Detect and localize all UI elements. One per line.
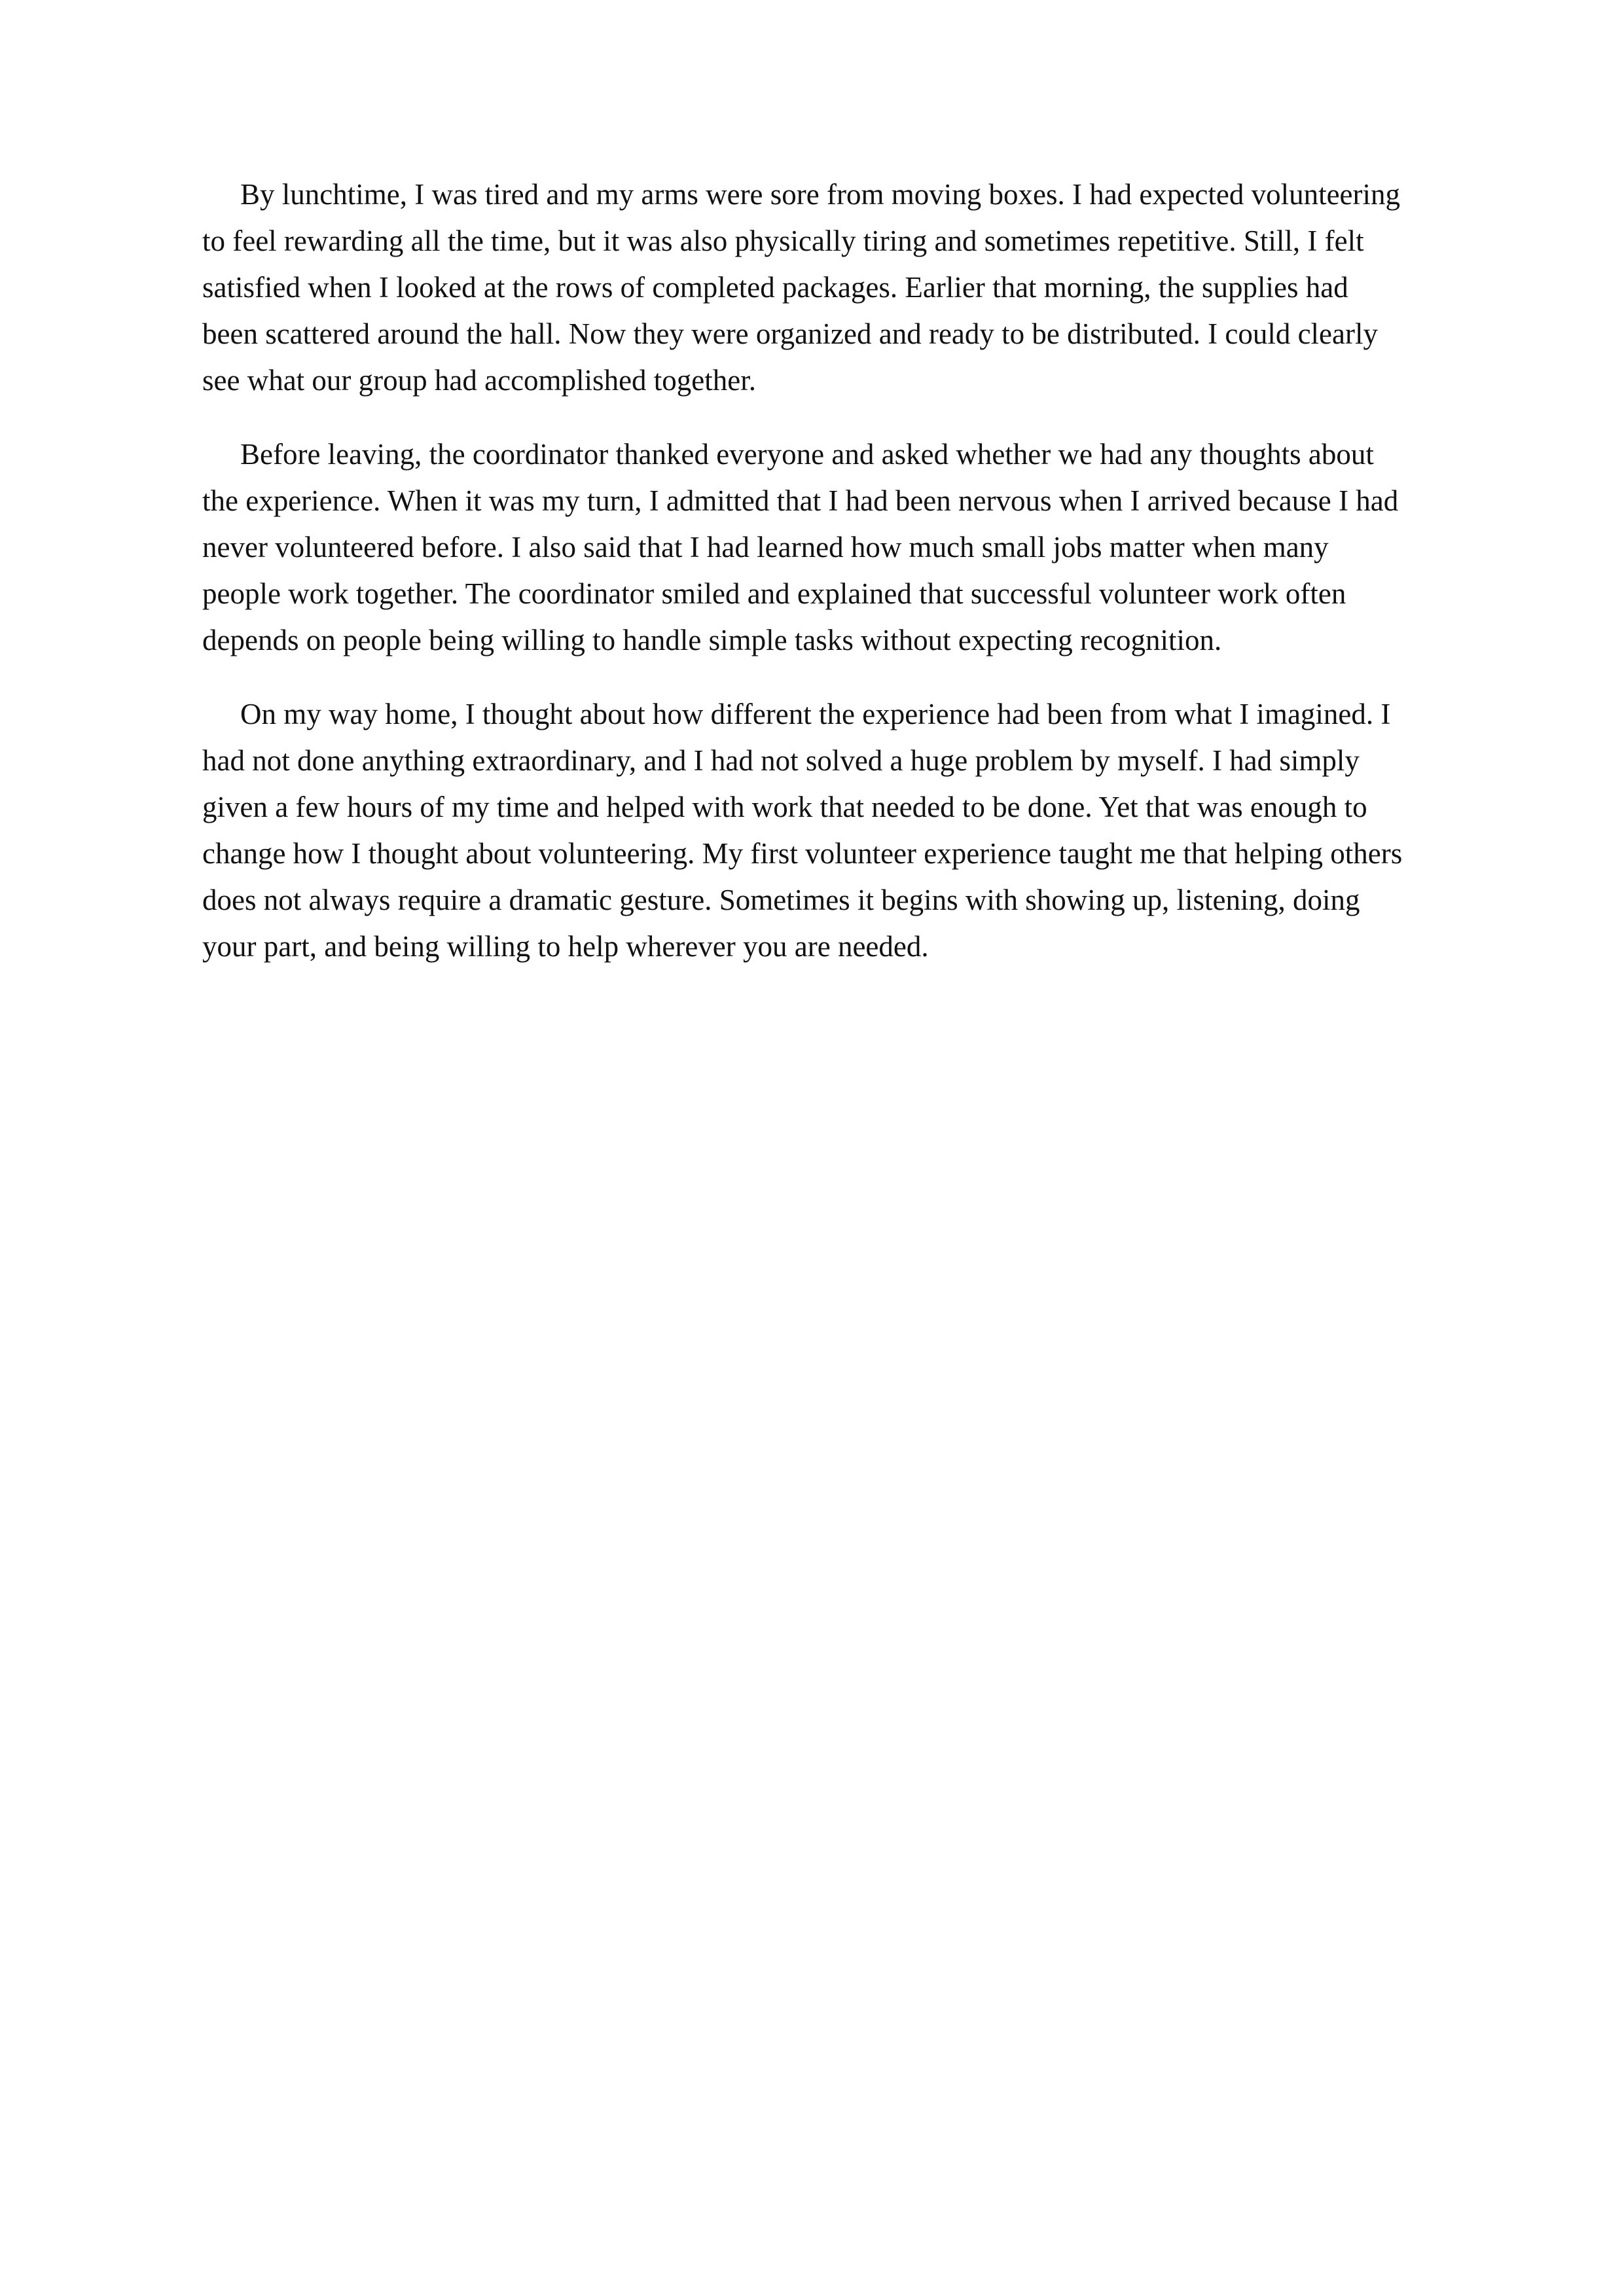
text-line: does not always require a dramatic gesture. Sometimes it begins with showing up, listening, doing <box>202 884 1360 916</box>
text-line: By lunchtime, I was tired and my arms were sore from moving boxes. I had expected volunteering <box>240 178 1401 211</box>
text-line: change how I thought about volunteering. My first volunteer experience taught me that helping others <box>202 837 1403 870</box>
text-line: been scattered around the hall. Now they were organized and ready to be distributed. I could clearly <box>202 317 1378 350</box>
text-line: people work together. The coordinator smiled and explained that successful volunteer work often <box>202 577 1346 610</box>
text-line: to feel rewarding all the time, but it was also physically tiring and sometimes repetitive. Still, I felt <box>202 224 1364 257</box>
text-line: see what our group had accomplished together. <box>202 364 756 397</box>
text-line: your part, and being willing to help wherever you are needed. <box>202 930 929 963</box>
text-line: satisfied when I looked at the rows of completed packages. Earlier that morning, the supplies had <box>202 271 1348 304</box>
text-line: Before leaving, the coordinator thanked everyone and asked whether we had any thoughts about <box>240 438 1374 471</box>
text-line: the experience. When it was my turn, I admitted that I had been nervous when I arrived because I had <box>202 484 1399 517</box>
text-line: On my way home, I thought about how different the experience had been from what I imagined. I <box>240 698 1391 730</box>
text-line: never volunteered before. I also said that I had learned how much small jobs matter when many <box>202 531 1329 564</box>
paragraph-1 <box>202 171 1439 404</box>
text-line: depends on people being willing to handle simple tasks without expecting recognition. <box>202 624 1222 656</box>
text-line: had not done anything extraordinary, and I had not solved a huge problem by myself. I had simply <box>202 744 1360 777</box>
text-line: given a few hours of my time and helped with work that needed to be done. Yet that was enough to <box>202 791 1367 823</box>
body-text <box>202 171 1439 997</box>
paragraph-2 <box>202 431 1439 664</box>
paragraph-3 <box>202 691 1439 970</box>
